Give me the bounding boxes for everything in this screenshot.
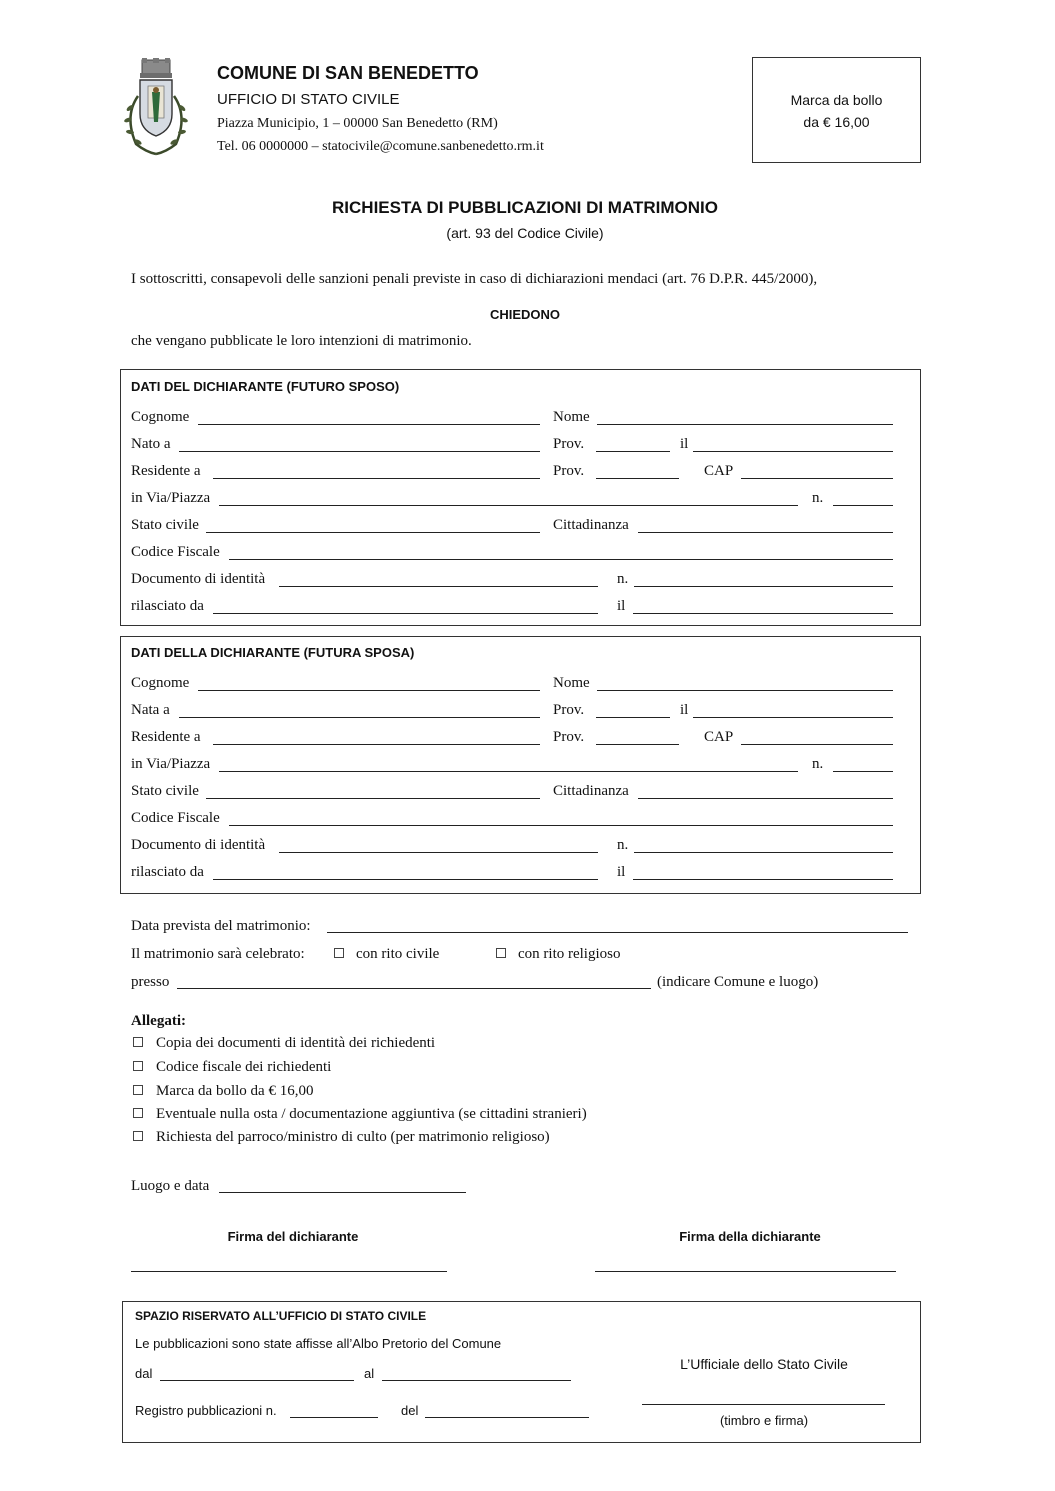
allegato-label-3: Marca da bollo da € 16,00 (156, 1083, 314, 1099)
groom-civic-number-field[interactable] (833, 505, 893, 506)
bride-signature-field[interactable] (595, 1271, 896, 1272)
presso-label: presso (131, 974, 170, 990)
allegato-label-5: Richiesta del parroco/ministro di culto (per matrimonio religioso) (156, 1129, 550, 1145)
page-subtitle: (art. 93 del Codice Civile) (446, 225, 604, 241)
stamp-box (752, 57, 921, 163)
groom-signature-label: Firma del dichiarante (227, 1229, 359, 1244)
allegato-label-2: Codice fiscale dei richiedenti (156, 1059, 332, 1075)
groom-stato-civile-field[interactable] (206, 532, 540, 533)
bride-residente-label: Residente a (131, 729, 201, 745)
wedding-celebrato-label: Il matrimonio sarà celebrato: (131, 946, 305, 962)
bride-civic-number-field[interactable] (833, 771, 893, 772)
intro-text: I sottoscritti, consapevoli delle sanzioni penali previste in caso di dichiarazioni mendaci (art. 76 D.P.R. 445/2000), (131, 271, 818, 287)
bride-section (120, 636, 921, 894)
bride-cittadinanza-field[interactable] (638, 798, 893, 799)
timbro-label: (timbro e firma) (719, 1413, 809, 1428)
groom-stato-civile-label: Stato civile (131, 517, 199, 533)
bride-doc-number-field[interactable] (634, 852, 893, 853)
al-label: al (364, 1366, 375, 1381)
groom-via-field[interactable] (219, 505, 798, 506)
groom-nome-field[interactable] (597, 424, 893, 425)
del-field[interactable] (425, 1417, 589, 1418)
bride-rilasciato-label: rilasciato da (131, 864, 204, 880)
presso-field[interactable] (177, 988, 651, 989)
groom-via-label: in Via/Piazza (131, 490, 211, 506)
chiedono-heading: CHIEDONO (489, 307, 561, 322)
bride-prov1-label: Prov. (553, 702, 585, 718)
bride-cf-field[interactable] (229, 825, 893, 826)
bride-prov2-label: Prov. (553, 729, 585, 745)
del-label: del (401, 1403, 419, 1418)
page-title: RICHIESTA DI PUBBLICAZIONI DI MATRIMONIO (332, 198, 718, 217)
ufficiale-label: L’Ufficiale dello Stato Civile (680, 1356, 848, 1372)
bride-birthdate-field[interactable] (693, 717, 893, 718)
allegato-checkbox-4[interactable] (133, 1108, 143, 1118)
office-address: Piazza Municipio, 1 – 00000 San Benedetto (RM) (217, 116, 498, 131)
bride-nata-label: Nata a (131, 702, 170, 718)
registro-label: Registro pubblicazioni n. (135, 1403, 277, 1418)
groom-nome-label: Nome (553, 409, 590, 425)
affisse-text: Le pubblicazioni sono state affisse all’Albo Pretorio del Comune (135, 1336, 502, 1351)
groom-residente-label: Residente a (131, 463, 201, 479)
wedding-date-label: Data prevista del matrimonio: (131, 918, 311, 934)
bride-stato-civile-label: Stato civile (131, 783, 199, 799)
bride-cap-field[interactable] (741, 744, 893, 745)
groom-cf-label: Codice Fiscale (131, 544, 220, 560)
groom-nato-label: Nato a (131, 436, 171, 452)
allegato-label-4: Eventuale nulla osta / documentazione aggiuntiva (se cittadini stranieri) (156, 1106, 587, 1122)
presso-hint: (indicare Comune e luogo) (657, 974, 819, 990)
bride-il1-label: il (680, 702, 689, 718)
allegato-checkbox-1[interactable] (133, 1037, 143, 1047)
groom-nato-field[interactable] (179, 451, 540, 452)
office-contacts: Tel. 06 0000000 – statocivile@comune.sanbenedetto.rm.it (217, 139, 544, 154)
bride-prov2-field[interactable] (596, 744, 679, 745)
coat-of-arms-icon (118, 56, 194, 160)
luogo-data-field[interactable] (219, 1192, 466, 1193)
groom-n2-label: n. (617, 571, 629, 587)
rito-religioso-checkbox[interactable] (496, 948, 506, 958)
groom-cittadinanza-field[interactable] (638, 532, 893, 533)
groom-rilasciato-field[interactable] (213, 613, 598, 614)
bride-signature-label: Firma della dichiarante (679, 1229, 821, 1244)
ufficiale-signature-field[interactable] (642, 1404, 885, 1405)
groom-prov2-field[interactable] (596, 478, 679, 479)
bride-prov1-field[interactable] (596, 717, 670, 718)
groom-signature-field[interactable] (131, 1271, 447, 1272)
allegato-checkbox-2[interactable] (133, 1061, 143, 1071)
rito-civile-checkbox[interactable] (334, 948, 344, 958)
intro-text-2: che vengano pubblicate le loro intenzioni di matrimonio. (131, 333, 472, 349)
groom-cittadinanza-label: Cittadinanza (553, 517, 629, 533)
groom-doc-number-field[interactable] (634, 586, 893, 587)
office-section-title: SPAZIO RISERVATO ALL’UFFICIO DI STATO CIVILE (135, 1309, 427, 1323)
allegati-title: Allegati: (131, 1013, 186, 1029)
groom-prov1-label: Prov. (553, 436, 585, 452)
bride-cognome-field[interactable] (198, 690, 540, 691)
groom-documento-label: Documento di identità (131, 571, 266, 587)
groom-il2-label: il (617, 598, 626, 614)
groom-documento-field[interactable] (279, 586, 598, 587)
bride-nome-label: Nome (553, 675, 590, 691)
bride-residente-field[interactable] (213, 744, 540, 745)
office-name: UFFICIO DI STATO CIVILE (217, 91, 400, 108)
bride-nome-field[interactable] (597, 690, 893, 691)
groom-rilasciato-label: rilasciato da (131, 598, 204, 614)
groom-cognome-label: Cognome (131, 409, 190, 425)
bride-via-field[interactable] (219, 771, 798, 772)
allegato-label-1: Copia dei documenti di identità dei richiedenti (156, 1035, 436, 1051)
bride-il2-label: il (617, 864, 626, 880)
rito-religioso-label: con rito religioso (518, 946, 621, 962)
bride-documento-label: Documento di identità (131, 837, 266, 853)
groom-prov1-field[interactable] (596, 451, 670, 452)
groom-cognome-field[interactable] (198, 424, 540, 425)
registro-field[interactable] (290, 1417, 378, 1418)
bride-section-title: DATI DELLA DICHIARANTE (FUTURA SPOSA) (131, 645, 415, 660)
allegato-checkbox-3[interactable] (133, 1085, 143, 1095)
luogo-data-label: Luogo e data (131, 1178, 210, 1194)
al-field[interactable] (382, 1380, 571, 1381)
bride-n1-label: n. (812, 756, 824, 772)
groom-birthdate-field[interactable] (693, 451, 893, 452)
bride-stato-civile-field[interactable] (206, 798, 540, 799)
bride-documento-field[interactable] (279, 852, 598, 853)
bride-cognome-label: Cognome (131, 675, 190, 691)
bride-n2-label: n. (617, 837, 629, 853)
stamp-label-1: Marca da bollo (790, 92, 883, 108)
groom-section-title: DATI DEL DICHIARANTE (FUTURO SPOSO) (131, 379, 400, 394)
bride-nata-field[interactable] (179, 717, 540, 718)
dal-label: dal (135, 1366, 153, 1381)
bride-rilasciato-field[interactable] (213, 879, 598, 880)
groom-prov2-label: Prov. (553, 463, 585, 479)
bride-cittadinanza-label: Cittadinanza (553, 783, 629, 799)
groom-cap-label: CAP (704, 463, 734, 479)
groom-issue-date-field[interactable] (633, 613, 893, 614)
bride-cf-label: Codice Fiscale (131, 810, 220, 826)
groom-n1-label: n. (812, 490, 824, 506)
groom-il1-label: il (680, 436, 689, 452)
wedding-date-field[interactable] (327, 932, 908, 933)
groom-residente-field[interactable] (213, 478, 540, 479)
dal-field[interactable] (160, 1380, 354, 1381)
allegato-checkbox-5[interactable] (133, 1131, 143, 1141)
municipality-name: COMUNE DI SAN BENEDETTO (217, 63, 479, 83)
bride-via-label: in Via/Piazza (131, 756, 211, 772)
stamp-label-2: da € 16,00 (803, 114, 870, 130)
bride-issue-date-field[interactable] (633, 879, 893, 880)
groom-cf-field[interactable] (229, 559, 893, 560)
groom-cap-field[interactable] (741, 478, 893, 479)
bride-cap-label: CAP (704, 729, 734, 745)
rito-civile-label: con rito civile (356, 946, 440, 962)
